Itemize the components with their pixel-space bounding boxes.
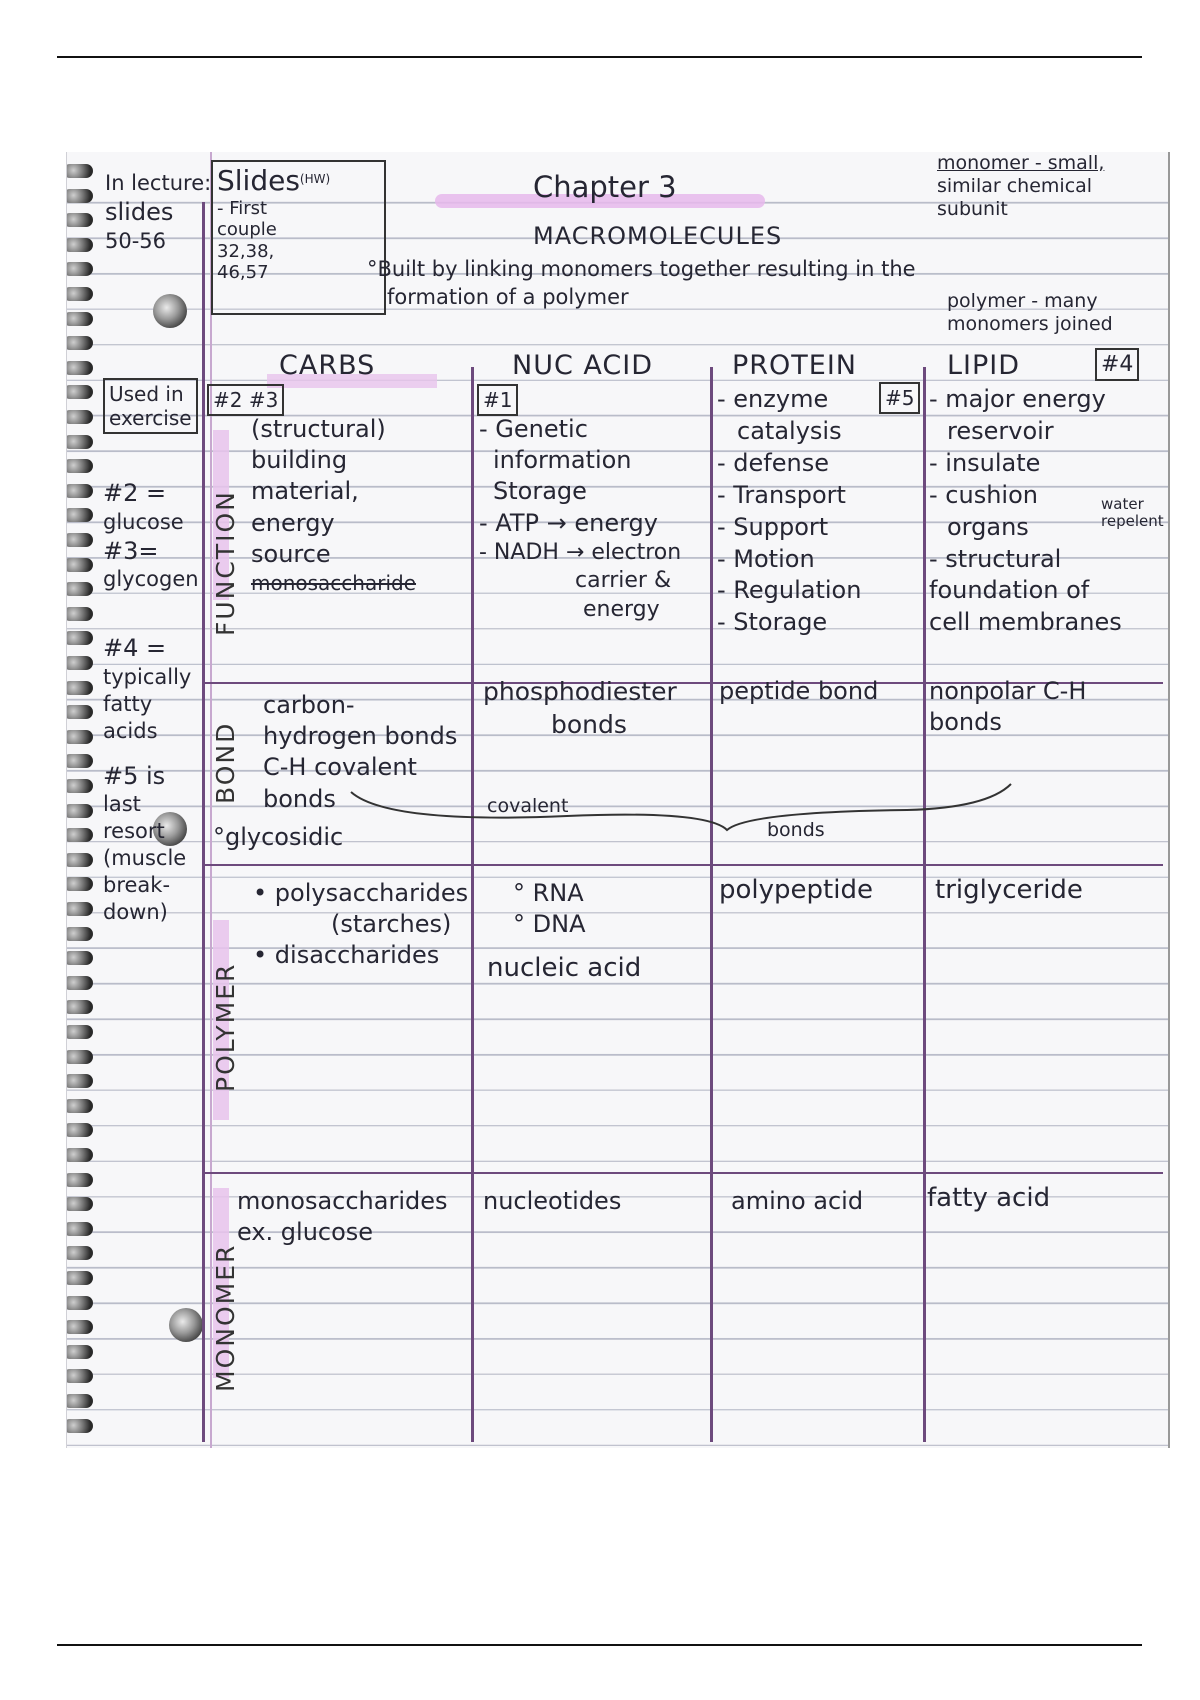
side-notes: #2 = glucose #3= glycogen #4 = typically fatty acids #5 is last resort (muscle break- down) [103,479,199,924]
spiral-coil [66,1123,93,1137]
used-in-exercise-box: Used in exercise [103,378,198,434]
monomer-carbs: monosaccharides ex. glucose [237,1187,448,1247]
spiral-coil [66,558,93,572]
lecture-note: In lecture: slides 50-56 [105,171,212,254]
spiral-coil [66,976,93,990]
polymer-lipid: triglyceride [935,875,1083,905]
row-label-polymer: POLYMER [211,962,240,1092]
protein-tag: #5 [879,382,920,414]
covalent-brace [347,780,1027,840]
bottom-rule [57,1644,1142,1646]
row-label-bond: BOND [211,721,240,804]
spiral-coil [66,730,93,744]
spiral-coil [66,459,93,473]
polymer-carbs: • polysaccharides (starches) • disaccharides [253,879,469,970]
spiral-coil [66,853,93,867]
spiral-coil [66,804,93,818]
row-label-monomer: MONOMER [211,1243,240,1392]
polymer-nuc-acid: ° RNA ° DNA nucleic acid [487,879,642,984]
spiral-coil [66,533,93,547]
spiral-coil [66,1173,93,1187]
monomer-definition: monomer - small, similar chemical subunit [937,152,1105,220]
brace-label-right: bonds [767,819,825,841]
grid-line [203,1172,1163,1174]
spiral-coil [66,754,93,768]
bond-lipid: nonpolar C-H bonds [929,677,1087,737]
spiral-binding [66,164,93,1444]
spiral-coil [66,1197,93,1211]
spiral-coil [66,877,93,891]
spiral-coil [66,1025,93,1039]
spiral-coil [66,656,93,670]
spiral-coil [66,385,93,399]
bond-glycosidic: °glycosidic [213,823,344,851]
grid-line [471,367,474,1442]
column-carbs: CARBS [279,350,376,381]
monomer-protein: amino acid [731,1187,864,1215]
spiral-coil [66,1099,93,1113]
spiral-coil [66,410,93,424]
spiral-coil [66,262,93,276]
column-protein: PROTEIN [732,350,858,381]
spiral-coil [66,1074,93,1088]
spiral-coil [66,189,93,203]
grid-line [202,202,205,1442]
spiral-coil [66,1050,93,1064]
spiral-coil [66,927,93,941]
spiral-coil [66,1296,93,1310]
spiral-coil [66,1148,93,1162]
spiral-coil [66,1345,93,1359]
grid-line [203,864,1163,866]
notebook-page [66,152,1170,1448]
spiral-coil [66,779,93,793]
spiral-coil [66,1419,93,1433]
function-carbs: (structural) building material, energy source monosaccharide [251,415,417,595]
spiral-coil [66,508,93,522]
spiral-coil [66,582,93,596]
spiral-coil [66,336,93,350]
polymer-protein: polypeptide [719,875,873,905]
page-title: Chapter 3 [533,170,677,204]
function-protein: - enzyme catalysis - defense - Transport - Support - Motion - Regulation - Storage [717,385,862,637]
punch-hole [153,294,187,328]
monomer-nuc-acid: nucleotides [483,1187,622,1215]
spiral-coil [66,164,93,178]
top-rule [57,56,1142,58]
spiral-coil [66,361,93,375]
spiral-coil [66,902,93,916]
spiral-coil [66,312,93,326]
page-subtitle: MACROMOLECULES [533,222,783,250]
bond-carbs: carbon- hydrogen bonds C-H covalent bonds [263,691,458,813]
spiral-coil [66,1222,93,1236]
spiral-coil [66,828,93,842]
column-nuc-acid: NUC ACID [512,350,653,381]
function-lipid-note: water repelent [1101,495,1164,530]
slides-box: Slides$^{(HW)}$ - First couple 32,38, 46,57 [211,160,386,315]
spiral-coil [66,1271,93,1285]
row-label-function: FUNCTION [211,490,240,636]
column-lipid: LIPID [947,350,1021,381]
bond-nuc-acid: phosphodiester bonds [483,677,677,739]
spiral-coil [66,951,93,965]
nuc-acid-tag: #1 [477,384,518,416]
spiral-coil [66,631,93,645]
lipid-tag: #4 [1095,348,1139,381]
carbs-tag: #2 #3 [207,384,284,416]
spiral-coil [66,1320,93,1334]
spiral-coil [66,1000,93,1014]
spiral-coil [66,238,93,252]
spiral-coil [66,1369,93,1383]
brace-label-left: covalent [487,795,569,817]
spiral-coil [66,1394,93,1408]
grid-line [710,367,713,1442]
definition-text: °Built by linking monomers together resulting in the formation of a polymer [367,257,916,310]
polymer-definition: polymer - many monomers joined [947,290,1113,335]
monomer-lipid: fatty acid [927,1183,1051,1213]
bond-protein: peptide bond [719,677,879,705]
spiral-coil [66,607,93,621]
spiral-coil [66,1246,93,1260]
spiral-coil [66,705,93,719]
spiral-coil [66,213,93,227]
spiral-coil [66,681,93,695]
grid-line [923,367,926,1442]
function-lipid: - major energy reservoir - insulate - cushion organs - structural foundation of cell membranes [929,385,1122,637]
spiral-coil [66,287,93,301]
function-nuc-acid: - Genetic information Storage - ATP → energy - NADH → electron carrier & energy [479,415,682,622]
punch-hole [169,1308,203,1342]
spiral-coil [66,484,93,498]
spiral-coil [66,435,93,449]
